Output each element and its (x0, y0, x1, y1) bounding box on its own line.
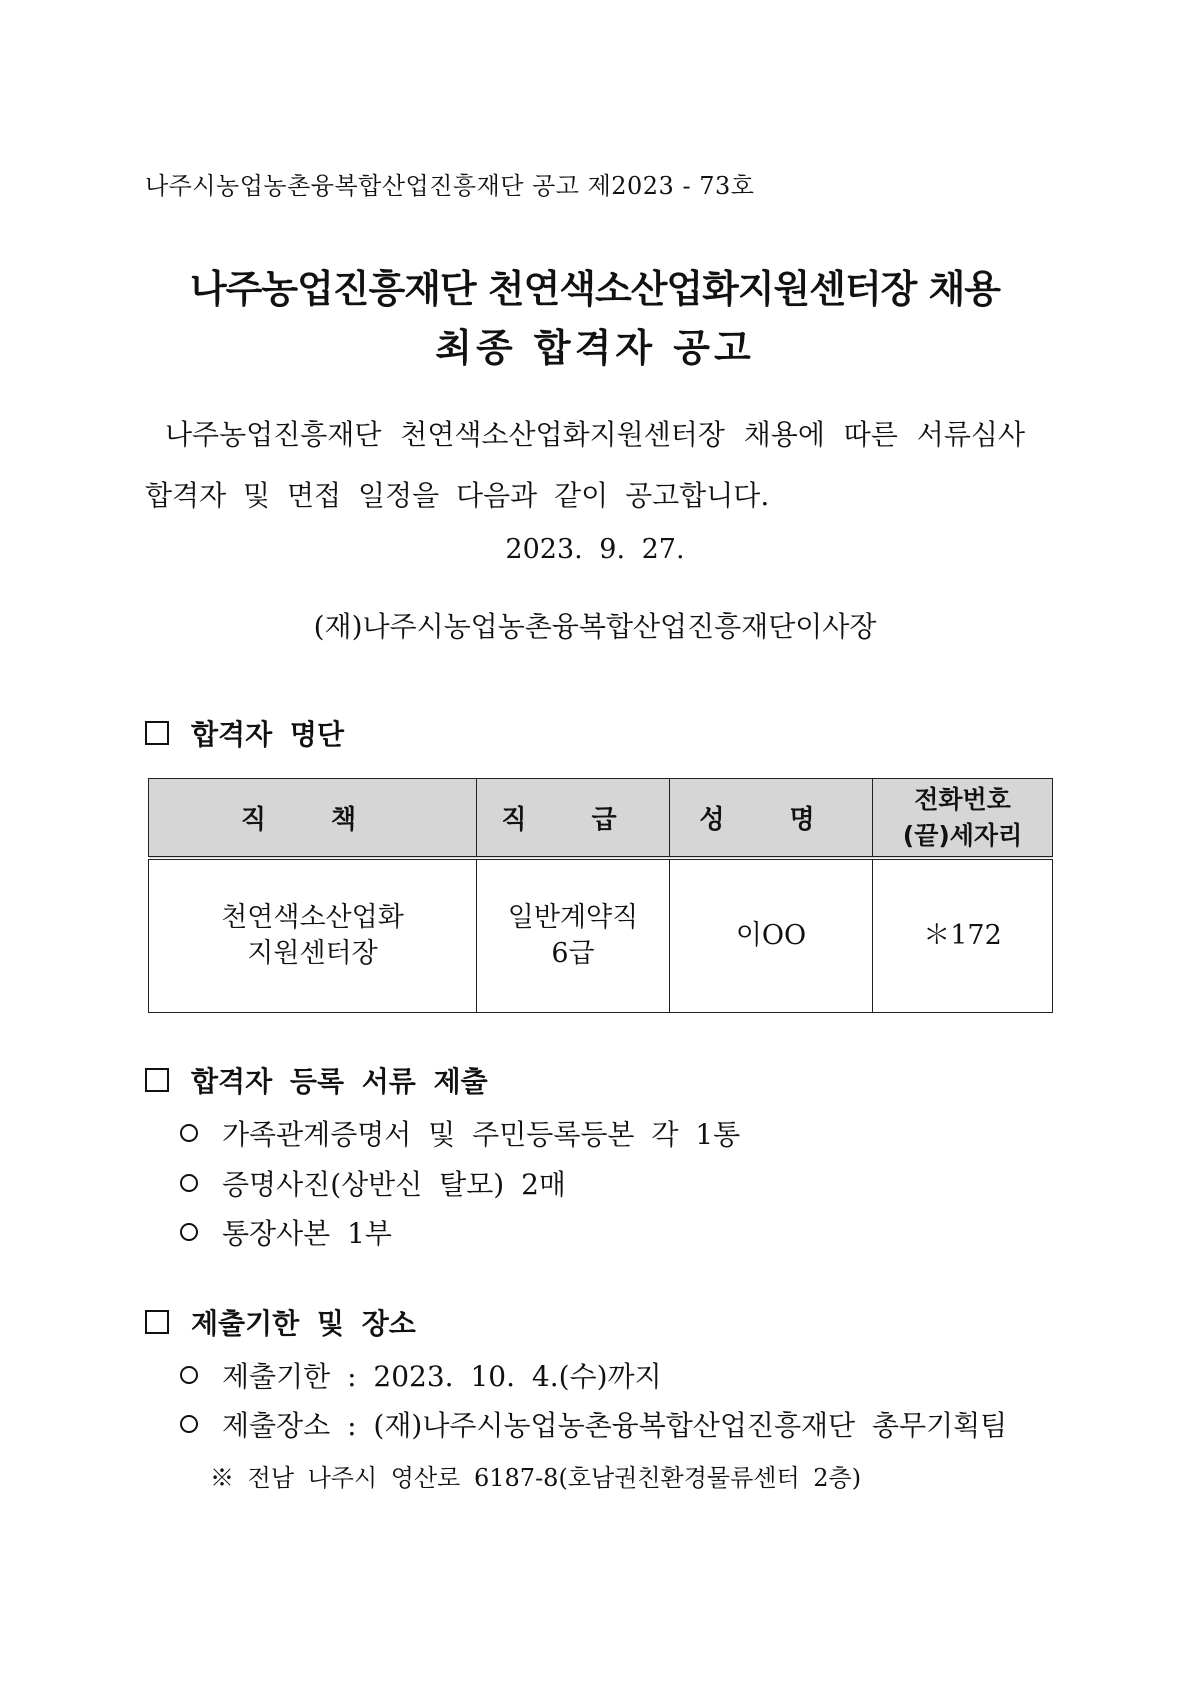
intro-text-line1: 나주농업진흥재단 천연색소산업화지원센터장 채용에 따른 서류심사 (165, 418, 1025, 451)
list-item-text: 통장사본 1부 (222, 1217, 392, 1250)
checkbox-icon (145, 1310, 169, 1334)
section-heading-documents (145, 1060, 488, 1100)
header-phone-line2: (끝)세자리 (902, 820, 1023, 850)
intro-text-line2: 합격자 및 면접 일정을 다음과 같이 공고합니다. (145, 479, 770, 512)
circle-bullet-icon (180, 1415, 198, 1433)
cell-grade-line1: 일반계약직 (507, 902, 639, 933)
cell-position-line1: 천연색소산업화 (221, 902, 404, 933)
table-header-row (149, 779, 1053, 859)
list-item (180, 1163, 566, 1203)
list-item (180, 1355, 662, 1395)
list-item-text: 제출장소 : (재)나주시농업농촌융복합산업진흥재단 총무기획팀 (222, 1409, 1008, 1442)
section-heading-deadline (145, 1302, 416, 1342)
list-item-text: 가족관계증명서 및 주민등록등본 각 1통 (222, 1118, 741, 1151)
document-title-line1: 나주농업진흥재단 천연색소산업화지원센터장 채용 (189, 267, 1001, 311)
list-item (180, 1404, 1007, 1444)
circle-bullet-icon (180, 1174, 198, 1192)
header-phone-line1: 전화번호 (914, 784, 1011, 814)
issuer-name: (재)나주시농업농촌융복합산업진흥재단이사장 (313, 610, 877, 643)
cell-position (149, 858, 477, 1013)
circle-bullet-icon (180, 1124, 198, 1142)
section-title: 합격자 등록 서류 제출 (191, 1065, 488, 1098)
checkbox-icon (145, 721, 169, 745)
section-title: 제출기한 및 장소 (191, 1307, 416, 1340)
header-position: 직 책 (149, 779, 477, 859)
roster-table (148, 778, 1053, 1013)
circle-bullet-icon (180, 1223, 198, 1241)
list-item-text: 제출기한 : 2023. 10. 4.(수)까지 (222, 1360, 662, 1393)
list-item (180, 1212, 392, 1252)
document-title-line2: 최종 합격자 공고 (435, 326, 755, 370)
circle-bullet-icon (180, 1366, 198, 1384)
table-row (149, 858, 1053, 1013)
cell-name: 이OO (670, 858, 873, 1013)
notice-date: 2023. 9. 27. (505, 534, 685, 565)
cell-phone: ＊172 (873, 858, 1053, 1013)
header-grade: 직 급 (477, 779, 670, 859)
list-item-text: 증명사진(상반신 탈모) 2매 (222, 1168, 566, 1201)
address-note: ※ 전남 나주시 영산로 6187-8(호남권친환경물류센터 2층) (210, 1464, 862, 1492)
section-heading-roster (145, 713, 344, 753)
list-item (180, 1113, 740, 1153)
cell-grade (477, 858, 670, 1013)
checkbox-icon (145, 1068, 169, 1092)
header-name: 성 명 (670, 779, 873, 859)
header-phone (873, 779, 1053, 859)
section-title: 합격자 명단 (191, 718, 344, 751)
cell-grade-line2: 6급 (551, 938, 595, 969)
cell-position-line2: 지원센터장 (247, 938, 378, 969)
notice-number: 나주시농업농촌융복합산업진흥재단 공고 제2023 - 73호 (145, 172, 755, 200)
